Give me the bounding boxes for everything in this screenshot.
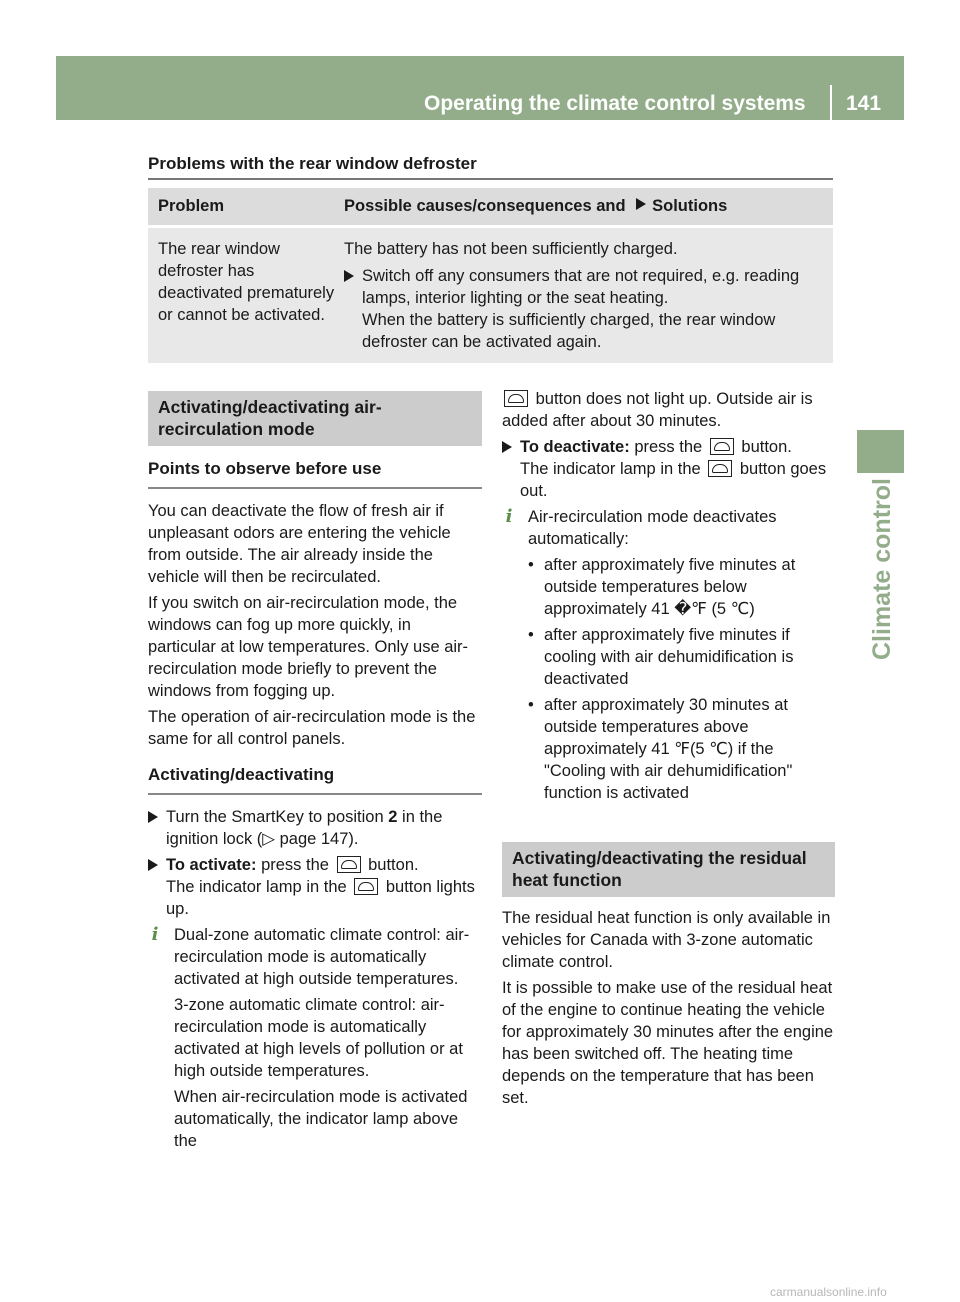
solution-text: Switch off any consumers that are not required, e.g. reading lamps, interior lighting or the seat heating. — [362, 267, 800, 307]
arrow-icon — [148, 811, 158, 823]
info-icon: i — [151, 924, 159, 945]
header-divider — [830, 85, 832, 120]
paragraph: If you switch on air-recirculation mode, the windows can fog up more quickly, in particular at low temperatures. Only use air-recirculation mode briefly to prevent the windows from fogging up. — [148, 594, 469, 700]
air-recirculation-button-icon — [504, 390, 528, 407]
page-ref-icon: ▷ — [262, 830, 275, 848]
info-note — [502, 506, 835, 804]
note-text: Air-recirculation mode deactivates automatically: — [528, 508, 777, 548]
step-text: button. — [368, 856, 419, 874]
list-item: • after approximately 30 minutes at outside temperatures above approximately 41 ℉(5 ℃) if the "Cooling with air dehumidification" function is activated — [528, 694, 835, 804]
paragraph: You can deactivate the flow of fresh air if unpleasant odors are entering the vehicle from outside. The air already inside the vehicle will then be recirculated. — [148, 502, 451, 586]
info-icon: i — [505, 506, 513, 527]
step-label: To deactivate: — [520, 438, 630, 456]
arrow-icon — [636, 198, 646, 210]
air-recirculation-button-icon — [708, 460, 732, 477]
arrow-icon — [502, 441, 512, 453]
watermark-text: carmanualsonline.info — [770, 1285, 887, 1299]
col-header-problem: Problem — [158, 197, 225, 215]
heading-rule — [148, 178, 833, 180]
instruction-step — [502, 436, 835, 502]
page-header-title: Operating the climate control systems — [424, 92, 806, 115]
step-text: Turn the SmartKey to position — [166, 808, 384, 826]
paragraph: The operation of air-recirculation mode is the same for all control panels. — [148, 708, 476, 748]
note-text: button does not light up. Outside air is added after about 30 minutes. — [502, 390, 813, 430]
table-row — [148, 228, 833, 363]
cause-text: The battery has not been sufficiently charged. — [344, 240, 678, 258]
info-note — [148, 924, 482, 1152]
step-text: in the ignition lock ( — [166, 808, 443, 848]
solution-step — [344, 265, 817, 353]
section-tab-marker — [857, 430, 904, 473]
left-column — [148, 391, 482, 1152]
list-item: • after approximately five minutes at outside temperatures below approximately 41 �℉ (5 ℃) — [528, 554, 835, 620]
air-recirculation-button-icon — [337, 856, 361, 873]
step-text: The indicator lamp in the — [520, 460, 701, 478]
problems-table — [148, 188, 833, 363]
arrow-icon — [148, 859, 158, 871]
arrow-icon — [344, 270, 354, 282]
list-item: • after approximately five minutes if cooling with air dehumidification is deactivated — [528, 624, 835, 690]
col-header-causes-text: Possible causes/consequences and — [344, 197, 626, 215]
note-text: 3-zone automatic climate control: air-recirculation mode is automatically activated at high levels of pollution or at high outside temperatures. — [174, 996, 463, 1080]
step-text: press the — [634, 438, 703, 456]
problems-heading: Problems with the rear window defroster — [148, 154, 477, 173]
table-header-row — [148, 188, 833, 225]
right-column — [502, 388, 835, 1109]
section-tab — [857, 475, 904, 675]
step-text: The indicator lamp in the — [166, 878, 347, 896]
paragraph: The residual heat function is only available in vehicles for Canada with 3-zone automatic climate control. — [502, 909, 831, 971]
note-text: When air-recirculation mode is activated automatically, the indicator lamp above the — [174, 1088, 468, 1150]
solution-result-text: When the battery is sufficiently charged, the rear window defroster can be activated again. — [362, 311, 776, 351]
heading-rule — [148, 793, 482, 795]
section-title-residual-heat: Activating/deactivating the residual heat function — [502, 842, 835, 897]
col-header-solutions-text: Solutions — [652, 197, 728, 215]
problem-cell: The rear window defroster has deactivated prematurely or cannot be activated. — [158, 240, 335, 324]
step-text: button. — [741, 438, 792, 456]
step-text: button lights up. — [166, 878, 475, 918]
note-text: Dual-zone automatic climate control: air-recirculation mode is automatically activated at high outside temperatures. — [174, 926, 470, 988]
step-text: button goes out. — [520, 460, 827, 500]
col-header-solutions — [338, 188, 833, 225]
page-reference: page 147). — [279, 830, 359, 848]
activating-heading: Activating/deactivating — [148, 765, 335, 784]
section-title-air-recirculation: Activating/deactivating air-recirculation mode — [148, 391, 482, 446]
instruction-step — [148, 854, 482, 920]
note-continuation — [502, 388, 835, 432]
instruction-step — [148, 806, 482, 850]
step-label: To activate: — [166, 856, 257, 874]
key-position: 2 — [388, 808, 398, 826]
paragraph: It is possible to make use of the residual heat of the engine to continue heating the vehicle for approximately 30 minutes after the engine has been switched off. The heating time depends on the temperature that has been set. — [502, 979, 834, 1107]
air-recirculation-button-icon — [710, 438, 734, 455]
points-heading: Points to observe before use — [148, 459, 382, 478]
page-number: 141 — [846, 92, 882, 115]
heading-rule — [148, 487, 482, 489]
section-tab-label: Climate control — [868, 478, 896, 660]
step-text: press the — [261, 856, 329, 874]
solution-cell — [338, 238, 833, 353]
air-recirculation-button-icon — [354, 878, 378, 895]
